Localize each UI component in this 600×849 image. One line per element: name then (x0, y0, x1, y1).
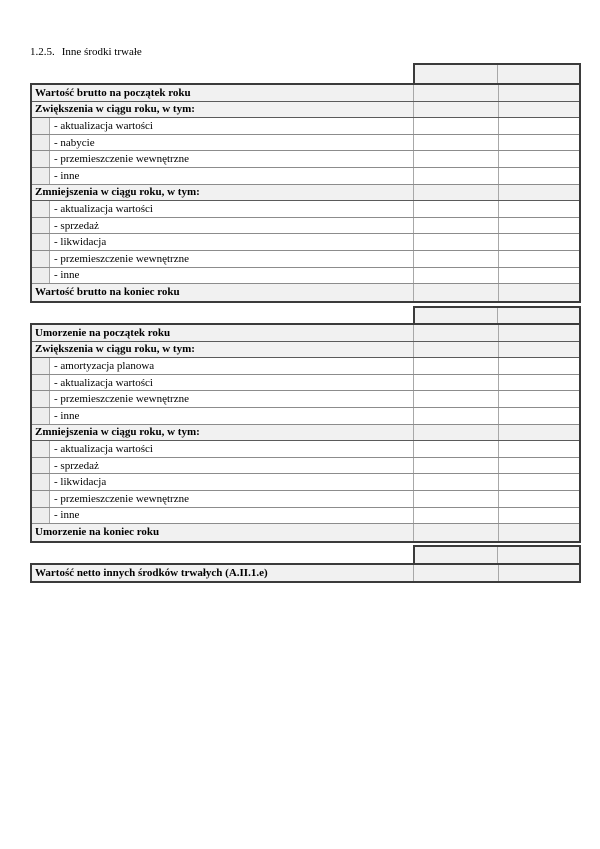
table-row (32, 458, 579, 475)
row-label: - inne (54, 509, 80, 522)
value-cell[interactable] (413, 151, 498, 167)
row-label-cell (32, 358, 413, 374)
table-row (32, 218, 579, 235)
value-cell[interactable] (413, 168, 498, 184)
value-cell[interactable] (413, 325, 498, 341)
row-label-cell (32, 408, 413, 424)
value-cell[interactable] (413, 375, 498, 391)
table-row (32, 201, 579, 218)
header-cell-col1[interactable] (415, 308, 498, 323)
table-row (32, 441, 579, 458)
indent-cell (32, 375, 50, 391)
table-row (32, 391, 579, 408)
indent-cell (32, 218, 50, 234)
row-label-cell (32, 458, 413, 474)
value-cell[interactable] (413, 441, 498, 457)
row-label: Zmniejszenia w ciągu roku, w tym: (35, 186, 200, 199)
table-row (32, 168, 579, 185)
value-cell[interactable] (498, 375, 579, 391)
table-row (32, 342, 579, 359)
value-cell[interactable] (413, 118, 498, 134)
value-cell[interactable] (413, 391, 498, 407)
section-number: 1.2.5. (30, 46, 55, 58)
value-cell[interactable] (498, 284, 579, 301)
header-cell-col1[interactable] (415, 65, 498, 83)
value-cell[interactable] (498, 185, 579, 201)
row-label-cell (32, 508, 413, 524)
value-cell[interactable] (413, 102, 498, 118)
value-cell[interactable] (498, 565, 579, 581)
value-cell[interactable] (498, 441, 579, 457)
row-label-cell (32, 391, 413, 407)
row-label: - sprzedaż (54, 459, 99, 472)
value-cell[interactable] (413, 342, 498, 358)
indent-cell (32, 391, 50, 407)
value-cell[interactable] (498, 268, 579, 284)
value-cell[interactable] (498, 168, 579, 184)
row-label-cell (32, 218, 413, 234)
table-row (32, 284, 579, 301)
value-cell[interactable] (498, 135, 579, 151)
value-cell[interactable] (498, 524, 579, 541)
value-cell[interactable] (413, 474, 498, 490)
table-row (32, 491, 579, 508)
row-label: - przemieszczenie wewnętrzne (54, 252, 189, 265)
row-label: - aktualizacja wartości (54, 442, 153, 455)
table-row (32, 508, 579, 525)
table-row (32, 85, 579, 102)
table-row (32, 251, 579, 268)
value-cell[interactable] (413, 135, 498, 151)
row-label: - sprzedaż (54, 219, 99, 232)
table-row (32, 102, 579, 119)
indent-cell (32, 441, 50, 457)
indent-cell (32, 135, 50, 151)
row-label: Wartość netto innych środków trwałych (A.II.1.e) (35, 566, 268, 579)
value-cell[interactable] (498, 491, 579, 507)
table-row (32, 118, 579, 135)
table-row (32, 268, 579, 285)
row-label-cell (32, 135, 413, 151)
value-cell[interactable] (413, 491, 498, 507)
value-cell[interactable] (498, 151, 579, 167)
year-columns-header (413, 63, 581, 83)
value-cell[interactable] (413, 284, 498, 301)
value-cell[interactable] (498, 342, 579, 358)
indent-cell (32, 168, 50, 184)
table-row (32, 234, 579, 251)
indent-cell (32, 251, 50, 267)
row-label: Umorzenie na koniec roku (35, 526, 160, 539)
table-row (32, 425, 579, 442)
value-cell[interactable] (413, 85, 498, 101)
row-label-cell (32, 375, 413, 391)
row-label: Wartość brutto na początek roku (35, 86, 191, 99)
row-label: - przemieszczenie wewnętrzne (54, 492, 189, 505)
indent-cell (32, 358, 50, 374)
row-label-cell (32, 201, 413, 217)
value-cell[interactable] (413, 234, 498, 250)
header-cell-col2[interactable] (498, 65, 579, 83)
value-cell[interactable] (498, 391, 579, 407)
row-label-cell (32, 118, 413, 134)
table-row (32, 185, 579, 202)
year-columns-header (413, 545, 581, 563)
row-label-cell (32, 151, 413, 167)
table-row (32, 474, 579, 491)
row-label: - aktualizacja wartości (54, 202, 153, 215)
row-label: - likwidacja (54, 236, 107, 249)
row-label: - inne (54, 269, 80, 282)
value-cell[interactable] (498, 118, 579, 134)
indent-cell (32, 234, 50, 250)
row-label: - przemieszczenie wewnętrzne (54, 393, 189, 406)
row-label-cell (32, 474, 413, 490)
value-cell[interactable] (498, 458, 579, 474)
table-row (32, 565, 579, 581)
table-row (32, 375, 579, 392)
table-row (32, 325, 579, 342)
value-cell[interactable] (413, 408, 498, 424)
indent-cell (32, 118, 50, 134)
row-label: - inne (54, 409, 80, 422)
value-cell[interactable] (413, 524, 498, 541)
value-cell[interactable] (413, 185, 498, 201)
value-cell[interactable] (498, 85, 579, 101)
row-label: - nabycie (54, 136, 95, 149)
row-label-cell (32, 491, 413, 507)
value-cell[interactable] (413, 358, 498, 374)
row-label-cell (32, 268, 413, 284)
indent-cell (32, 268, 50, 284)
row-label: Zwiększenia w ciągu roku, w tym: (35, 103, 195, 116)
amortization-table (30, 323, 581, 543)
header-cell-col1[interactable] (415, 547, 498, 563)
indent-cell (32, 151, 50, 167)
value-cell[interactable] (413, 268, 498, 284)
section-title: Inne środki trwałe (61, 46, 142, 58)
value-cell[interactable] (498, 408, 579, 424)
table-row (32, 358, 579, 375)
indent-cell (32, 474, 50, 490)
row-label: Umorzenie na początek roku (35, 326, 171, 339)
row-label: Zwiększenia w ciągu roku, w tym: (35, 343, 195, 356)
value-cell[interactable] (413, 218, 498, 234)
value-cell[interactable] (413, 425, 498, 441)
row-label: - likwidacja (54, 476, 107, 489)
row-label-cell (32, 168, 413, 184)
gross-value-table (30, 83, 581, 303)
value-cell[interactable] (498, 474, 579, 490)
value-cell[interactable] (498, 234, 579, 250)
table-row (32, 408, 579, 425)
table-row (32, 135, 579, 152)
table-row (32, 524, 579, 541)
value-cell[interactable] (413, 201, 498, 217)
row-label: - amortyzacja planowa (54, 359, 155, 372)
row-label: Wartość brutto na koniec roku (35, 286, 180, 299)
header-cell-col2[interactable] (498, 308, 579, 323)
row-label: - przemieszczenie wewnętrzne (54, 153, 189, 166)
value-cell[interactable] (498, 251, 579, 267)
value-cell[interactable] (498, 102, 579, 118)
row-label: - inne (54, 169, 80, 182)
value-cell[interactable] (498, 425, 579, 441)
row-label-cell (32, 441, 413, 457)
value-cell[interactable] (413, 251, 498, 267)
row-label: - aktualizacja wartości (54, 119, 153, 132)
year-columns-header (413, 306, 581, 323)
row-label: Zmniejszenia w ciągu roku, w tym: (35, 426, 200, 439)
value-cell[interactable] (498, 508, 579, 524)
indent-cell (32, 408, 50, 424)
value-cell[interactable] (498, 201, 579, 217)
indent-cell (32, 491, 50, 507)
row-label-cell (32, 251, 413, 267)
value-cell[interactable] (413, 508, 498, 524)
value-cell[interactable] (498, 325, 579, 341)
value-cell[interactable] (413, 458, 498, 474)
value-cell[interactable] (413, 565, 498, 581)
indent-cell (32, 508, 50, 524)
table-row (32, 151, 579, 168)
row-label: - aktualizacja wartości (54, 376, 153, 389)
section-heading (30, 46, 142, 58)
row-label-cell (32, 234, 413, 250)
indent-cell (32, 458, 50, 474)
value-cell[interactable] (498, 358, 579, 374)
net-value-table (30, 563, 581, 583)
indent-cell (32, 201, 50, 217)
header-cell-col2[interactable] (498, 547, 579, 563)
value-cell[interactable] (498, 218, 579, 234)
